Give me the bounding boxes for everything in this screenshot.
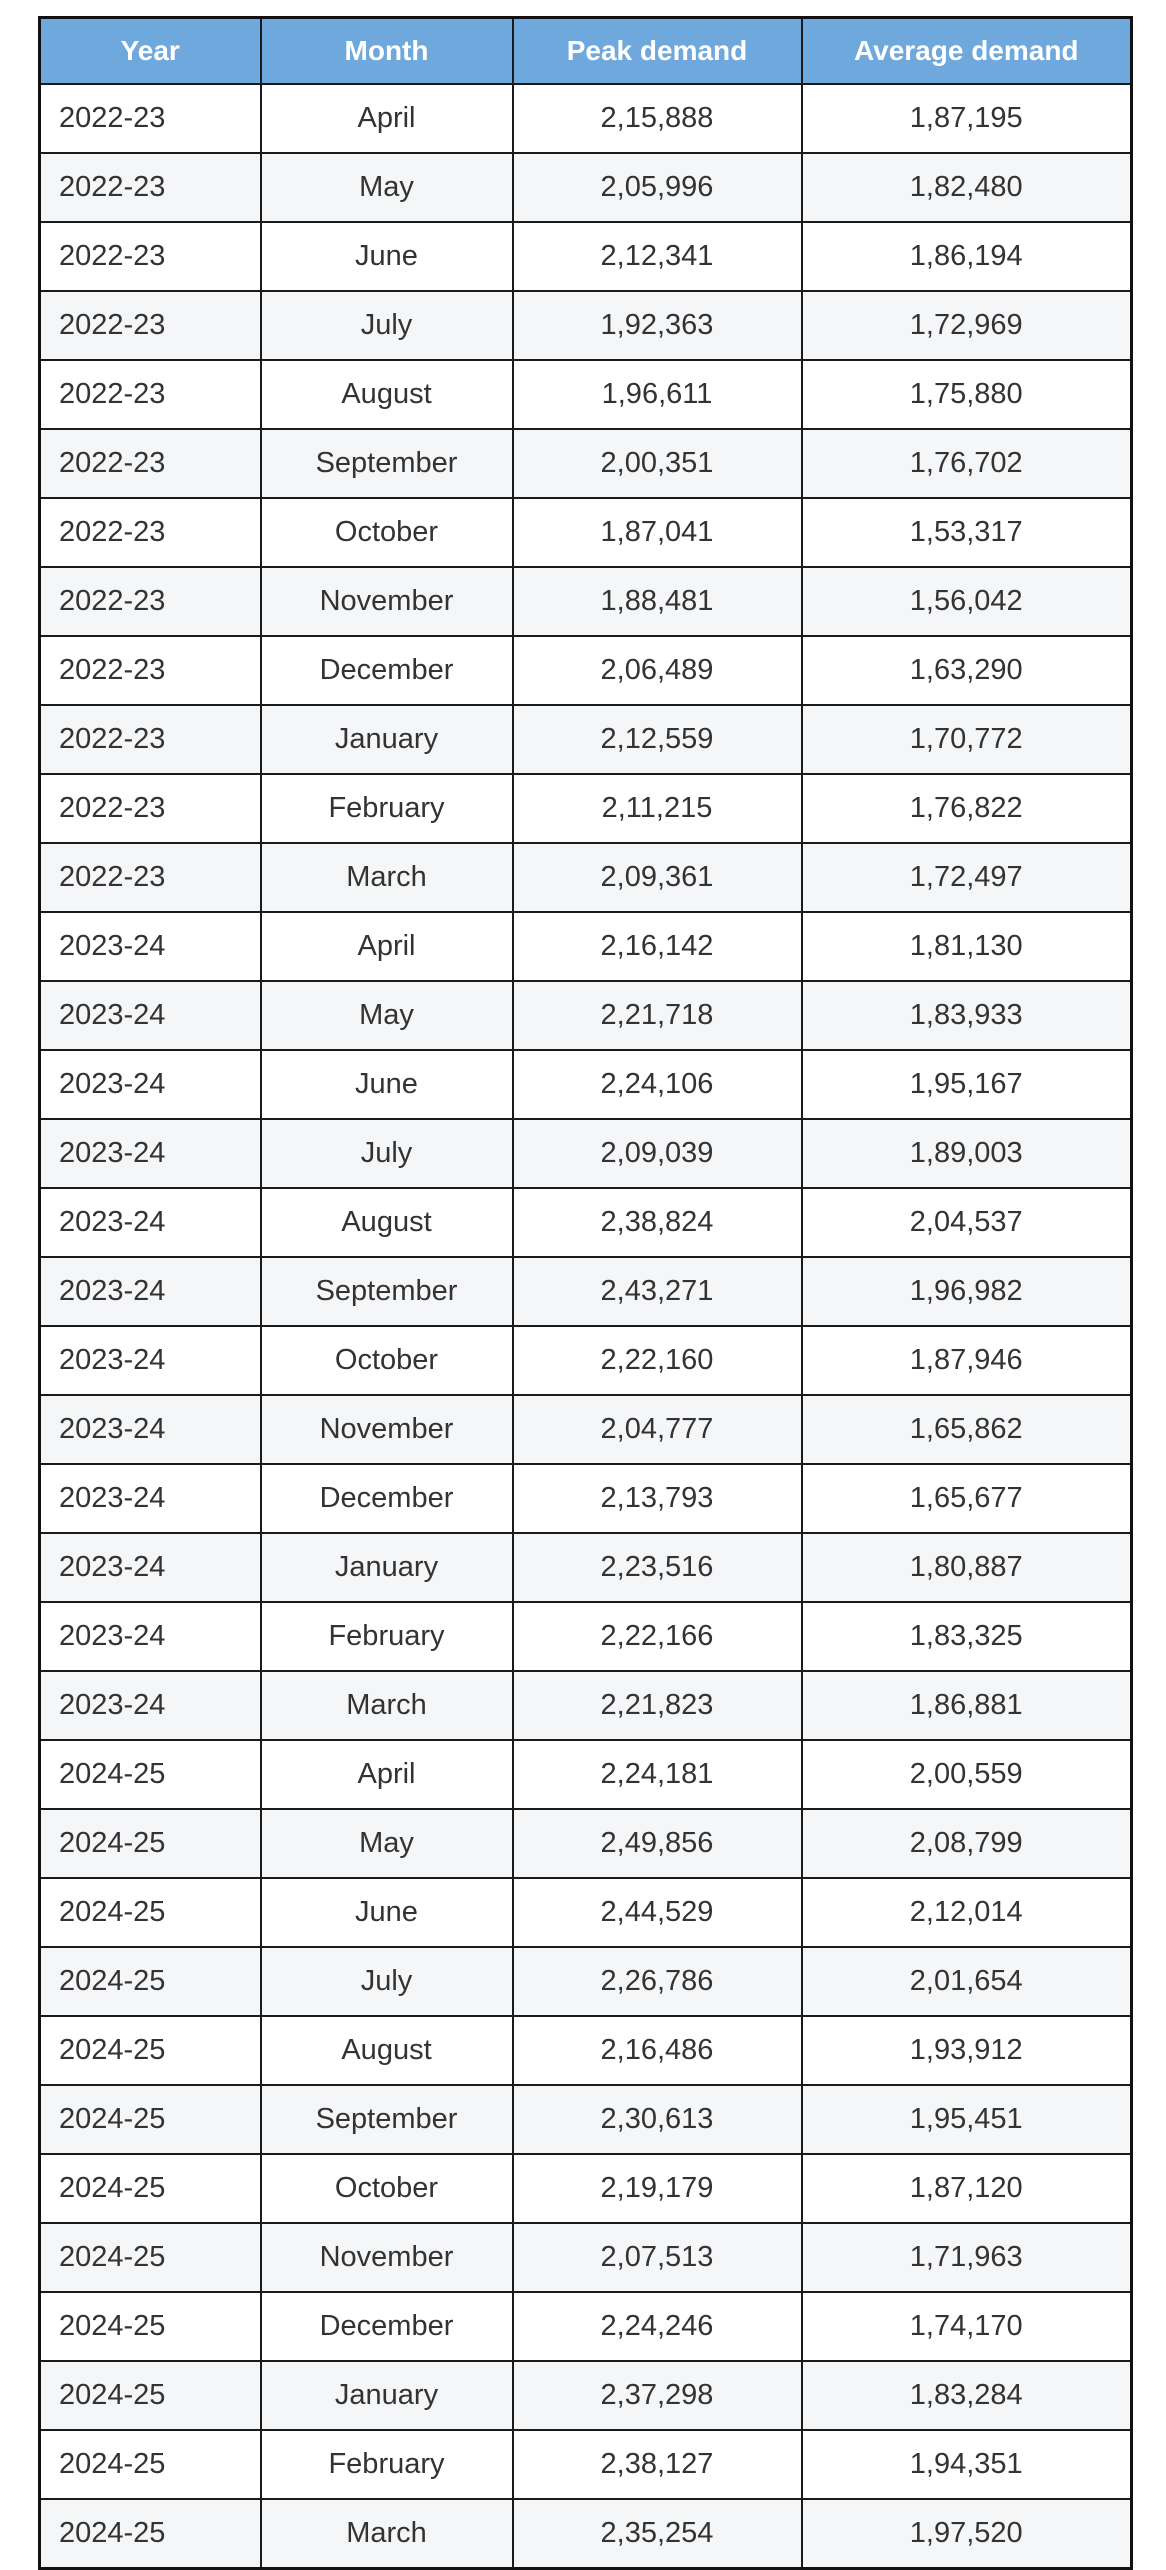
cell-peak-demand: 2,26,786 xyxy=(513,1947,802,2016)
table-row xyxy=(40,2430,1132,2499)
cell-year: 2022-23 xyxy=(40,429,261,498)
cell-peak-demand: 2,12,341 xyxy=(513,222,802,291)
cell-year: 2023-24 xyxy=(40,981,261,1050)
cell-peak-demand: 1,87,041 xyxy=(513,498,802,567)
cell-month: October xyxy=(261,1326,513,1395)
cell-year: 2024-25 xyxy=(40,2016,261,2085)
cell-peak-demand: 2,07,513 xyxy=(513,2223,802,2292)
table-row xyxy=(40,2499,1132,2569)
cell-year: 2024-25 xyxy=(40,1947,261,2016)
cell-average-demand: 1,83,284 xyxy=(802,2361,1132,2430)
table-row xyxy=(40,1671,1132,1740)
table-body xyxy=(40,84,1132,2569)
cell-average-demand: 1,87,195 xyxy=(802,84,1132,153)
table-row xyxy=(40,981,1132,1050)
cell-month: March xyxy=(261,2499,513,2569)
cell-peak-demand: 2,11,215 xyxy=(513,774,802,843)
table-row xyxy=(40,2223,1132,2292)
column-header-peak-demand: Peak demand xyxy=(513,18,802,85)
table-row xyxy=(40,1050,1132,1119)
cell-year: 2022-23 xyxy=(40,360,261,429)
cell-peak-demand: 1,88,481 xyxy=(513,567,802,636)
cell-peak-demand: 2,09,361 xyxy=(513,843,802,912)
cell-peak-demand: 2,04,777 xyxy=(513,1395,802,1464)
cell-month: May xyxy=(261,153,513,222)
cell-year: 2022-23 xyxy=(40,705,261,774)
cell-month: November xyxy=(261,1395,513,1464)
cell-average-demand: 1,83,325 xyxy=(802,1602,1132,1671)
cell-year: 2024-25 xyxy=(40,2430,261,2499)
column-header-month: Month xyxy=(261,18,513,85)
cell-peak-demand: 2,13,793 xyxy=(513,1464,802,1533)
cell-average-demand: 2,00,559 xyxy=(802,1740,1132,1809)
cell-month: September xyxy=(261,429,513,498)
cell-peak-demand: 2,44,529 xyxy=(513,1878,802,1947)
cell-year: 2024-25 xyxy=(40,1740,261,1809)
table-row xyxy=(40,2361,1132,2430)
cell-year: 2024-25 xyxy=(40,2499,261,2569)
cell-average-demand: 1,72,497 xyxy=(802,843,1132,912)
cell-year: 2024-25 xyxy=(40,1809,261,1878)
cell-year: 2022-23 xyxy=(40,222,261,291)
cell-month: September xyxy=(261,2085,513,2154)
table-row xyxy=(40,1878,1132,1947)
cell-average-demand: 1,70,772 xyxy=(802,705,1132,774)
cell-average-demand: 1,87,946 xyxy=(802,1326,1132,1395)
cell-peak-demand: 2,24,106 xyxy=(513,1050,802,1119)
table-header-row xyxy=(40,18,1132,85)
cell-year: 2023-24 xyxy=(40,1119,261,1188)
column-header-year: Year xyxy=(40,18,261,85)
column-header-average-demand: Average demand xyxy=(802,18,1132,85)
cell-peak-demand: 2,19,179 xyxy=(513,2154,802,2223)
table-row xyxy=(40,1809,1132,1878)
cell-peak-demand: 2,22,160 xyxy=(513,1326,802,1395)
table-row xyxy=(40,1188,1132,1257)
cell-average-demand: 1,56,042 xyxy=(802,567,1132,636)
cell-average-demand: 1,94,351 xyxy=(802,2430,1132,2499)
cell-month: June xyxy=(261,222,513,291)
cell-year: 2022-23 xyxy=(40,291,261,360)
cell-month: August xyxy=(261,1188,513,1257)
cell-year: 2024-25 xyxy=(40,2292,261,2361)
cell-average-demand: 1,96,982 xyxy=(802,1257,1132,1326)
cell-average-demand: 2,08,799 xyxy=(802,1809,1132,1878)
cell-month: February xyxy=(261,2430,513,2499)
cell-peak-demand: 2,15,888 xyxy=(513,84,802,153)
cell-average-demand: 1,75,880 xyxy=(802,360,1132,429)
table-row xyxy=(40,222,1132,291)
cell-peak-demand: 2,16,486 xyxy=(513,2016,802,2085)
cell-average-demand: 1,87,120 xyxy=(802,2154,1132,2223)
cell-year: 2023-24 xyxy=(40,1464,261,1533)
cell-average-demand: 1,81,130 xyxy=(802,912,1132,981)
cell-average-demand: 1,71,963 xyxy=(802,2223,1132,2292)
cell-year: 2024-25 xyxy=(40,2361,261,2430)
cell-peak-demand: 1,96,611 xyxy=(513,360,802,429)
cell-month: December xyxy=(261,636,513,705)
cell-year: 2024-25 xyxy=(40,1878,261,1947)
cell-year: 2023-24 xyxy=(40,912,261,981)
table-row xyxy=(40,1740,1132,1809)
cell-average-demand: 1,83,933 xyxy=(802,981,1132,1050)
table-row xyxy=(40,843,1132,912)
cell-year: 2024-25 xyxy=(40,2223,261,2292)
cell-average-demand: 2,12,014 xyxy=(802,1878,1132,1947)
cell-average-demand: 2,04,537 xyxy=(802,1188,1132,1257)
cell-peak-demand: 2,30,613 xyxy=(513,2085,802,2154)
cell-year: 2023-24 xyxy=(40,1326,261,1395)
table-row xyxy=(40,2154,1132,2223)
cell-month: May xyxy=(261,981,513,1050)
cell-year: 2024-25 xyxy=(40,2085,261,2154)
cell-average-demand: 1,95,167 xyxy=(802,1050,1132,1119)
cell-year: 2023-24 xyxy=(40,1188,261,1257)
cell-month: May xyxy=(261,1809,513,1878)
cell-peak-demand: 2,00,351 xyxy=(513,429,802,498)
cell-average-demand: 1,76,822 xyxy=(802,774,1132,843)
cell-year: 2023-24 xyxy=(40,1602,261,1671)
table-row xyxy=(40,84,1132,153)
cell-month: November xyxy=(261,567,513,636)
cell-average-demand: 1,86,194 xyxy=(802,222,1132,291)
table-row xyxy=(40,360,1132,429)
table-row xyxy=(40,1533,1132,1602)
cell-peak-demand: 2,35,254 xyxy=(513,2499,802,2569)
cell-year: 2023-24 xyxy=(40,1395,261,1464)
cell-month: February xyxy=(261,1602,513,1671)
cell-month: January xyxy=(261,1533,513,1602)
table-row xyxy=(40,705,1132,774)
table-row xyxy=(40,1947,1132,2016)
table-row xyxy=(40,291,1132,360)
table-row xyxy=(40,1395,1132,1464)
table-row xyxy=(40,567,1132,636)
cell-peak-demand: 2,21,823 xyxy=(513,1671,802,1740)
cell-year: 2023-24 xyxy=(40,1050,261,1119)
cell-year: 2023-24 xyxy=(40,1533,261,1602)
table-row xyxy=(40,774,1132,843)
cell-year: 2022-23 xyxy=(40,636,261,705)
cell-year: 2022-23 xyxy=(40,567,261,636)
cell-month: December xyxy=(261,1464,513,1533)
table-row xyxy=(40,1602,1132,1671)
cell-month: November xyxy=(261,2223,513,2292)
cell-year: 2023-24 xyxy=(40,1257,261,1326)
cell-month: July xyxy=(261,291,513,360)
table-row xyxy=(40,1464,1132,1533)
cell-year: 2022-23 xyxy=(40,84,261,153)
cell-average-demand: 1,53,317 xyxy=(802,498,1132,567)
cell-month: June xyxy=(261,1050,513,1119)
cell-month: April xyxy=(261,912,513,981)
table-row xyxy=(40,2085,1132,2154)
table-row xyxy=(40,498,1132,567)
table-row xyxy=(40,153,1132,222)
cell-average-demand: 1,97,520 xyxy=(802,2499,1132,2569)
cell-average-demand: 2,01,654 xyxy=(802,1947,1132,2016)
cell-average-demand: 1,65,862 xyxy=(802,1395,1132,1464)
cell-peak-demand: 2,09,039 xyxy=(513,1119,802,1188)
cell-peak-demand: 2,23,516 xyxy=(513,1533,802,1602)
cell-month: January xyxy=(261,2361,513,2430)
cell-month: February xyxy=(261,774,513,843)
cell-peak-demand: 2,21,718 xyxy=(513,981,802,1050)
cell-average-demand: 1,82,480 xyxy=(802,153,1132,222)
cell-month: August xyxy=(261,360,513,429)
cell-year: 2022-23 xyxy=(40,498,261,567)
cell-month: October xyxy=(261,498,513,567)
cell-peak-demand: 2,24,181 xyxy=(513,1740,802,1809)
table-row xyxy=(40,636,1132,705)
demand-table-container xyxy=(38,16,1130,2570)
table-row xyxy=(40,1119,1132,1188)
cell-month: March xyxy=(261,1671,513,1740)
cell-peak-demand: 2,43,271 xyxy=(513,1257,802,1326)
cell-peak-demand: 2,12,559 xyxy=(513,705,802,774)
cell-year: 2023-24 xyxy=(40,1671,261,1740)
table-row xyxy=(40,429,1132,498)
cell-peak-demand: 1,92,363 xyxy=(513,291,802,360)
cell-peak-demand: 2,16,142 xyxy=(513,912,802,981)
cell-month: July xyxy=(261,1947,513,2016)
cell-average-demand: 1,63,290 xyxy=(802,636,1132,705)
cell-peak-demand: 2,22,166 xyxy=(513,1602,802,1671)
cell-year: 2022-23 xyxy=(40,153,261,222)
demand-table xyxy=(38,16,1133,2570)
cell-month: December xyxy=(261,2292,513,2361)
cell-month: April xyxy=(261,1740,513,1809)
cell-average-demand: 1,74,170 xyxy=(802,2292,1132,2361)
cell-peak-demand: 2,38,824 xyxy=(513,1188,802,1257)
cell-peak-demand: 2,37,298 xyxy=(513,2361,802,2430)
table-row xyxy=(40,1257,1132,1326)
cell-month: June xyxy=(261,1878,513,1947)
table-row xyxy=(40,1326,1132,1395)
cell-average-demand: 1,76,702 xyxy=(802,429,1132,498)
cell-month: September xyxy=(261,1257,513,1326)
cell-year: 2024-25 xyxy=(40,2154,261,2223)
cell-peak-demand: 2,24,246 xyxy=(513,2292,802,2361)
cell-average-demand: 1,80,887 xyxy=(802,1533,1132,1602)
cell-peak-demand: 2,49,856 xyxy=(513,1809,802,1878)
cell-average-demand: 1,86,881 xyxy=(802,1671,1132,1740)
cell-average-demand: 1,93,912 xyxy=(802,2016,1132,2085)
cell-month: August xyxy=(261,2016,513,2085)
cell-peak-demand: 2,05,996 xyxy=(513,153,802,222)
cell-month: July xyxy=(261,1119,513,1188)
cell-peak-demand: 2,06,489 xyxy=(513,636,802,705)
cell-average-demand: 1,65,677 xyxy=(802,1464,1132,1533)
cell-month: January xyxy=(261,705,513,774)
cell-peak-demand: 2,38,127 xyxy=(513,2430,802,2499)
cell-average-demand: 1,72,969 xyxy=(802,291,1132,360)
table-row xyxy=(40,2292,1132,2361)
table-row xyxy=(40,2016,1132,2085)
cell-average-demand: 1,95,451 xyxy=(802,2085,1132,2154)
cell-average-demand: 1,89,003 xyxy=(802,1119,1132,1188)
cell-year: 2022-23 xyxy=(40,774,261,843)
table-row xyxy=(40,912,1132,981)
cell-month: October xyxy=(261,2154,513,2223)
cell-month: April xyxy=(261,84,513,153)
cell-month: March xyxy=(261,843,513,912)
cell-year: 2022-23 xyxy=(40,843,261,912)
